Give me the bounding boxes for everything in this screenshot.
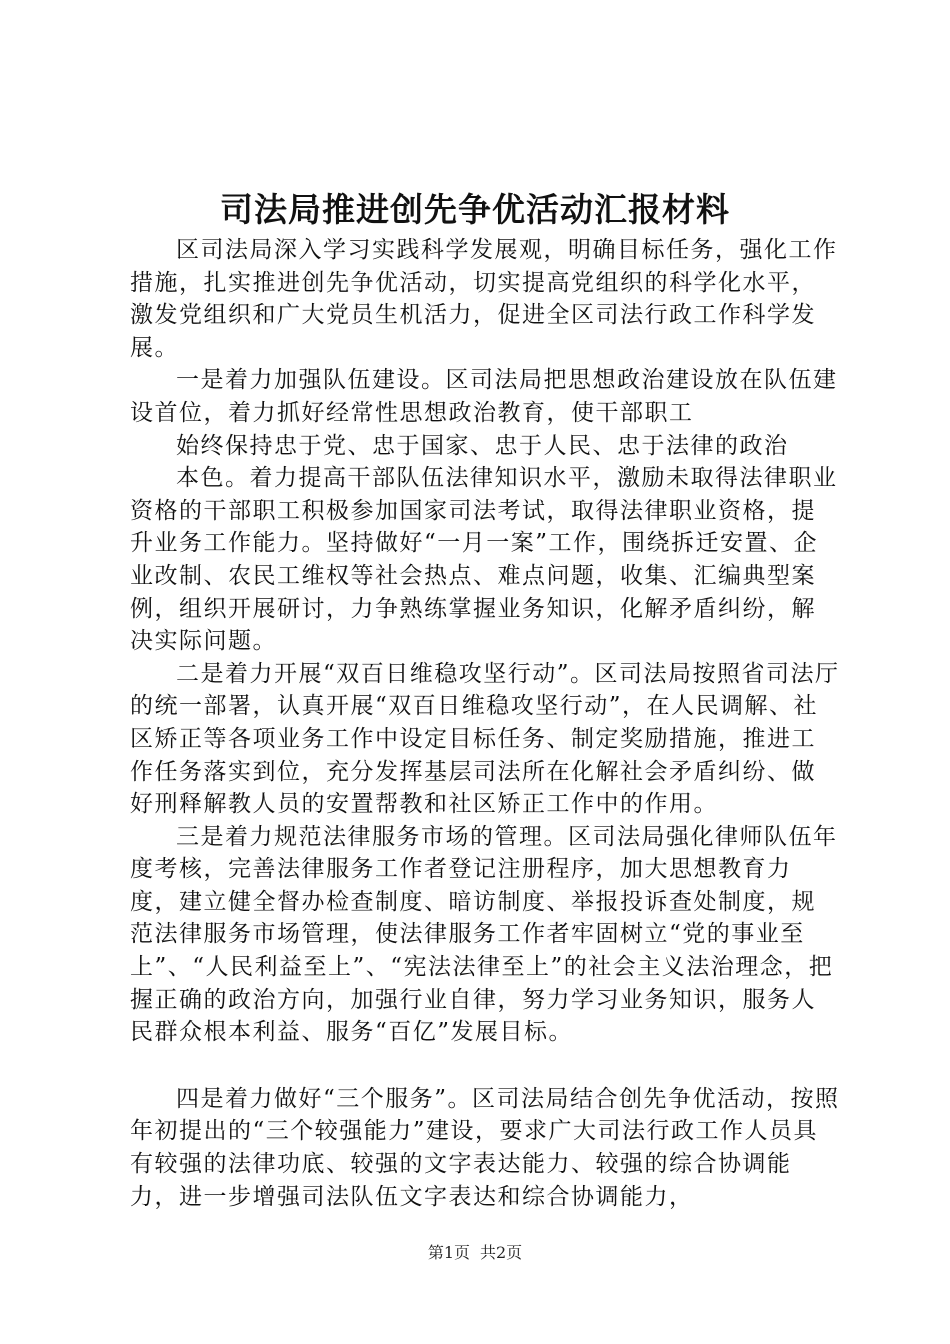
page-number: 第1页 <box>427 1243 470 1262</box>
paragraph-team-building-continued: 始终保持忠于党、忠于国家、忠于人民、忠于法律的政治 <box>176 432 789 459</box>
paragraph-stability-action: 二是着力开展“双百日维稳攻坚行动”。区司法局按照省司法厅的统一部署，认真开展“双百日维稳攻坚行动”，在人民调解、社区矫正等各项业务工作中设定目标任务、制定奖励措施，推进工作任务落实到位，充分发挥基层司法所在化解社会矛盾纠纷、做好刑释解教人员的安置帮教和社区矫正工作中的作用。 <box>130 660 840 818</box>
paragraph-team-building: 一是着力加强队伍建设。区司法局把思想政治建设放在队伍建设首位，着力抓好经常性思想政治教育，使干部职工 <box>130 367 838 426</box>
page-total: 共2页 <box>480 1243 523 1262</box>
document-title: 司法局推进创先争优活动汇报材料 <box>220 190 730 229</box>
page-footer <box>0 1242 950 1264</box>
document-body <box>130 234 840 1213</box>
paragraph-legal-knowledge: 本色。着力提高干部队伍法律知识水平，激励未取得法律职业资格的干部职工积极参加国家司法考试，取得法律职业资格，提升业务工作能力。坚持做好“一月一案”工作，围绕拆迁安置、企业改制、农民工维权等社会热点、难点问题，收集、汇编典型案例，组织开展研讨，力争熟练掌握业务知识，化解矛盾纠纷，解决实际问题。 <box>130 465 838 655</box>
paragraph-legal-services: 三是着力规范法律服务市场的管理。区司法局强化律师队伍年度考核，完善法律服务工作者登记注册程序，加大思想教育力度，建立健全督办检查制度、暗访制度、举报投诉查处制度，规范法律服务市场管理，使法律服务工作者牢固树立“党的事业至上”、“人民利益至上”、“宪法法律至上”的社会主义法治理念，把握正确的政治方向，加强行业自律，努力学习业务知识，服务人民群众根本利益、服务“百亿”发展目标。 <box>130 823 838 1046</box>
paragraph-three-services: 四是着力做好“三个服务”。区司法局结合创先争优活动，按照年初提出的“三个较强能力”建设，要求广大司法行政工作人员具有较强的法律功底、较强的文字表达能力、较强的综合协调能力，进一步增强司法队伍文字表达和综合协调能力， <box>130 1085 840 1210</box>
paragraph-spacer <box>130 1049 840 1083</box>
paragraph-intro: 区司法局深入学习实践科学发展观，明确目标任务，强化工作措施，扎实推进创先争优活动，切实提高党组织的科学化水平，激发党组织和广大党员生机活力，促进全区司法行政工作科学发展。 <box>130 237 838 361</box>
